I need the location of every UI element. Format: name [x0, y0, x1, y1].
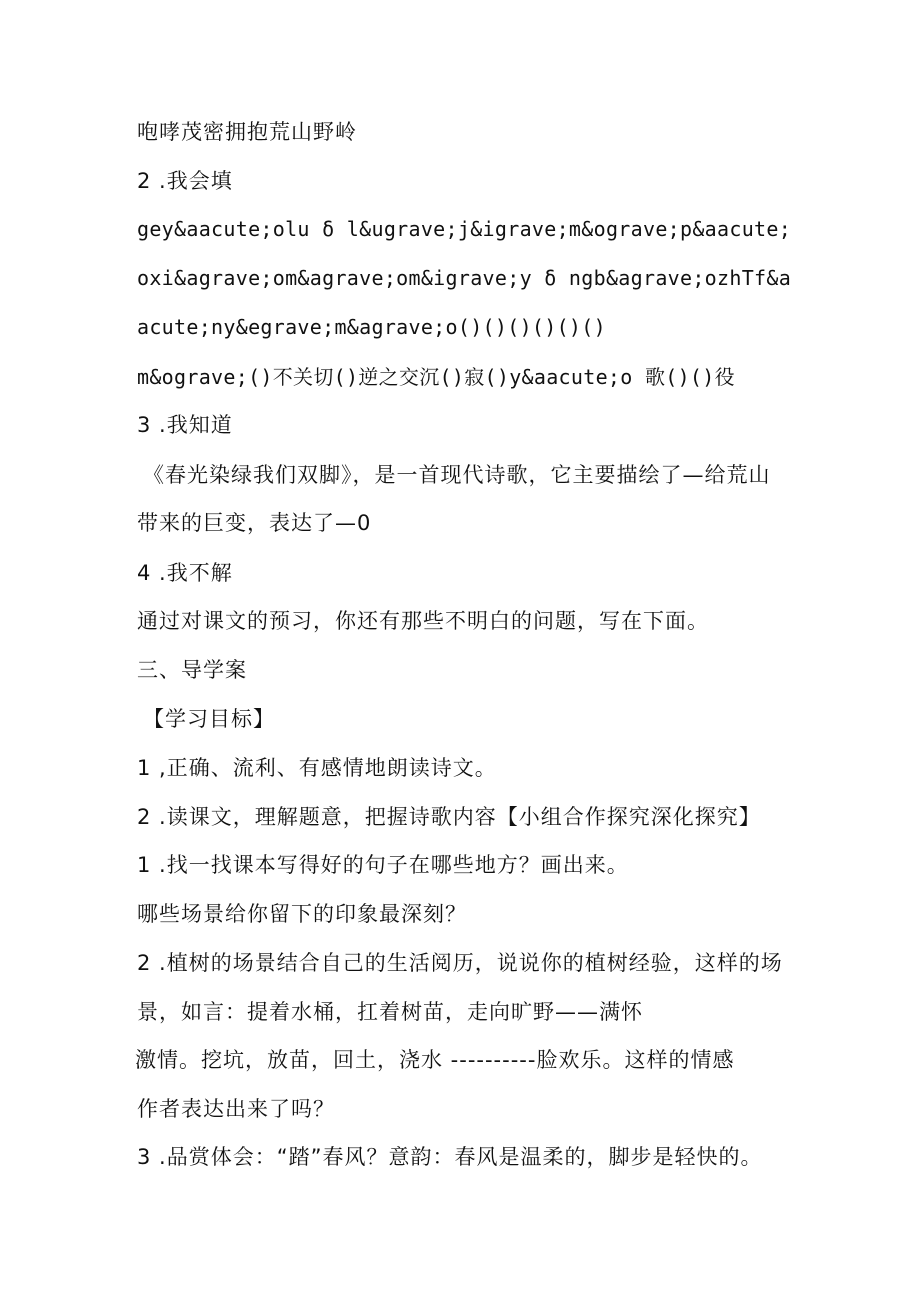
question-item: 2 .植树的场景结合自己的生活阅历，说说你的植树经验，这样的场 [137, 951, 783, 975]
question-text: 哪些场景给你留下的印象最深刻？ [137, 902, 467, 926]
section-heading-guide: 三、导学案 [137, 658, 247, 682]
goal-item: 2 .读课文，理解题意，把握诗歌内容【小组合作探究深化探究】 [137, 805, 761, 829]
paragraph-text: 激情。挖坑，放苗，回土，浇水 ----------脸欢乐。这样的情感 [135, 1048, 735, 1072]
goal-item: 1 ,正确、流利、有感情地朗读诗文。 [137, 756, 497, 780]
word-list-line: 咆哮茂密拥抱荒山野岭 [137, 120, 357, 144]
section-heading-fill: 2 .我会填 [137, 169, 233, 193]
paragraph-text: 景，如言：提着水桶，扛着树苗，走向旷野——满怀 [137, 1000, 643, 1024]
question-item: 1 .找一找课本写得好的句子在哪些地方？画出来。 [137, 853, 629, 877]
paragraph-text: 《春光染绿我们双脚》，是一首现代诗歌，它主要描绘了—给荒山 [143, 463, 771, 487]
pinyin-line: gey&aacute;olu δ l&ugrave;j&igrave;m&ograve;p&aacute; [137, 217, 792, 241]
paragraph-text: 带来的巨变，表达了—0 [137, 511, 372, 535]
pinyin-line: oxi&agrave;om&agrave;om&igrave;y δ ngb&agrave;ozhTf&a [137, 266, 792, 290]
pinyin-line: acute;ny&egrave;m&agrave;o()()()()()() [137, 315, 606, 339]
question-item: 3 .品赏体会：“踏”春风？意韵：春风是温柔的，脚步是轻快的。 [137, 1145, 763, 1169]
section-heading-know: 3 .我知道 [137, 413, 233, 437]
learning-goals-heading: 【学习目标】 [143, 707, 275, 731]
paragraph-text: 通过对课文的预习，你还有那些不明白的问题，写在下面。 [137, 609, 709, 633]
section-heading-unsure: 4 .我不解 [137, 561, 233, 585]
pinyin-line: m&ograve;()不关切()逆之交沉()寂()y&aacute;o 歌()()役 [137, 365, 735, 389]
paragraph-text: 作者表达出来了吗？ [137, 1097, 335, 1121]
